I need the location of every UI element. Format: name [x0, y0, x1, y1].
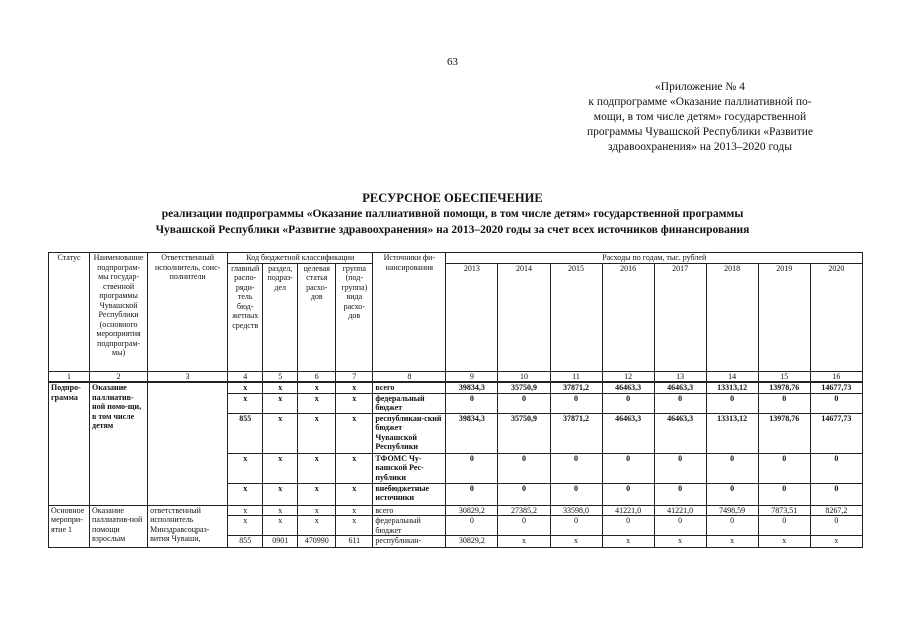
header-year: 2019 — [758, 263, 810, 371]
cell-value: 35750,9 — [498, 382, 550, 393]
cell-value: 13313,12 — [706, 382, 758, 393]
cell-rz: x — [263, 516, 298, 536]
cell-status: Подпро-грамма — [49, 382, 90, 505]
cell-vr: x — [336, 505, 373, 516]
cell-value: 0 — [706, 393, 758, 413]
appendix-note — [545, 80, 855, 155]
cell-value: 0 — [706, 453, 758, 483]
cell-value: 0 — [498, 483, 550, 505]
cell-cs: x — [298, 453, 336, 483]
appendix-line: к подпрограмме «Оказание паллиативной по- — [588, 96, 812, 108]
appendix-line: программы Чувашской Республики «Развитие — [587, 126, 813, 138]
header-year: 2017 — [654, 263, 706, 371]
cell-rz: x — [263, 483, 298, 505]
cell-value: 46463,3 — [602, 382, 654, 393]
cell-value: x — [654, 536, 706, 548]
table-row — [49, 505, 863, 516]
cell-gr: x — [228, 505, 263, 516]
cell-value: 14677,73 — [810, 382, 862, 393]
column-number: 13 — [654, 371, 706, 382]
cell-value: 46463,3 — [654, 413, 706, 453]
cell-value: x — [602, 536, 654, 548]
column-number: 7 — [336, 371, 373, 382]
header-year: 2015 — [550, 263, 602, 371]
cell-gr: x — [228, 382, 263, 393]
cell-gr: 855 — [228, 413, 263, 453]
cell-value: 0 — [550, 453, 602, 483]
cell-source: ТФОМС Чу-вашской Рес-публики — [373, 453, 446, 483]
column-number: 9 — [446, 371, 498, 382]
cell-value: 33598,0 — [550, 505, 602, 516]
cell-value: 0 — [602, 516, 654, 536]
cell-cs: 470990 — [298, 536, 336, 548]
cell-cs: x — [298, 382, 336, 393]
cell-value: 14677,73 — [810, 413, 862, 453]
cell-value: 7498,59 — [706, 505, 758, 516]
appendix-line: здравоохранения» на 2013–2020 годы — [608, 141, 792, 153]
resource-table — [48, 252, 863, 548]
header-year: 2014 — [498, 263, 550, 371]
header-rz: раздел, подраз-дел — [263, 263, 298, 371]
cell-value: 35750,9 — [498, 413, 550, 453]
page-number: 63 — [447, 56, 458, 68]
document-title — [0, 190, 905, 238]
cell-gr: x — [228, 393, 263, 413]
cell-executor: ответственный исполнитель Минздравсоцраз-вития Чуваши, — [148, 505, 228, 548]
cell-value: 8267,2 — [810, 505, 862, 516]
header-budget-code: Код бюджетной классификации — [228, 253, 373, 264]
header-cs: целевая статья расхо-дов — [298, 263, 336, 371]
header-gr: главный распо-ряди-тель бюд-жетных средств — [228, 263, 263, 371]
cell-value: 0 — [654, 393, 706, 413]
cell-rz: x — [263, 413, 298, 453]
cell-rz: x — [263, 505, 298, 516]
header-year: 2013 — [446, 263, 498, 371]
cell-value: 0 — [446, 453, 498, 483]
header-name: Наименование подпрограм-мы государ-ственной программы Чувашской Республики (основного мероприятия подпрограм-мы) — [90, 253, 148, 372]
cell-cs: x — [298, 505, 336, 516]
cell-value: x — [810, 536, 862, 548]
cell-vr: x — [336, 516, 373, 536]
cell-value: 0 — [446, 393, 498, 413]
header-row — [49, 253, 863, 264]
header-year: 2016 — [602, 263, 654, 371]
cell-value: 0 — [758, 393, 810, 413]
header-year: 2018 — [706, 263, 758, 371]
cell-value: 39834,3 — [446, 382, 498, 393]
cell-cs: x — [298, 413, 336, 453]
cell-source: всего — [373, 382, 446, 393]
cell-value: 0 — [602, 453, 654, 483]
cell-rz: x — [263, 382, 298, 393]
appendix-line: «Приложение № 4 — [655, 81, 745, 93]
cell-value: 0 — [550, 483, 602, 505]
column-number: 1 — [49, 371, 90, 382]
cell-vr: x — [336, 453, 373, 483]
cell-value: 13313,12 — [706, 413, 758, 453]
cell-value: 0 — [498, 393, 550, 413]
cell-value: 0 — [602, 483, 654, 505]
cell-name: Оказание паллиатив-ной помо-щи, в том числе детям — [90, 382, 148, 505]
header-year: 2020 — [810, 263, 862, 371]
table-row — [49, 382, 863, 393]
column-number: 5 — [263, 371, 298, 382]
header-status: Статус — [49, 253, 90, 372]
header-expenses: Расходы по годам, тыс. рублей — [446, 253, 863, 264]
cell-status: Основное меропри-ятие 1 — [49, 505, 90, 548]
cell-value: 0 — [810, 516, 862, 536]
cell-value: 0 — [654, 516, 706, 536]
cell-value: 46463,3 — [602, 413, 654, 453]
cell-value: 0 — [446, 516, 498, 536]
cell-value: 0 — [550, 516, 602, 536]
cell-value: 0 — [706, 483, 758, 505]
cell-value: 0 — [654, 453, 706, 483]
cell-value: 0 — [654, 483, 706, 505]
cell-value: 0 — [810, 483, 862, 505]
cell-value: x — [550, 536, 602, 548]
cell-source: внебюджетные источники — [373, 483, 446, 505]
cell-value: 0 — [706, 516, 758, 536]
cell-cs: x — [298, 516, 336, 536]
header-vr: группа (под-группа) вида расхо-дов — [336, 263, 373, 371]
cell-gr: 855 — [228, 536, 263, 548]
cell-value: 41221,0 — [602, 505, 654, 516]
cell-value: 7873,51 — [758, 505, 810, 516]
header-executor: Ответственный исполнитель, соис-полнители — [148, 253, 228, 372]
cell-executor — [148, 382, 228, 505]
column-number: 6 — [298, 371, 336, 382]
cell-gr: x — [228, 483, 263, 505]
cell-value: 0 — [602, 393, 654, 413]
cell-rz: 0901 — [263, 536, 298, 548]
column-number: 8 — [373, 371, 446, 382]
cell-gr: x — [228, 453, 263, 483]
cell-value: 0 — [810, 453, 862, 483]
cell-value: 0 — [550, 393, 602, 413]
cell-value: 0 — [446, 483, 498, 505]
cell-value: x — [758, 536, 810, 548]
cell-value: 0 — [498, 453, 550, 483]
column-number: 4 — [228, 371, 263, 382]
title-heading: РЕСУРСНОЕ ОБЕСПЕЧЕНИЕ — [362, 191, 543, 205]
cell-value: 37871,2 — [550, 413, 602, 453]
cell-value: 39834,3 — [446, 413, 498, 453]
cell-value: 0 — [758, 516, 810, 536]
cell-vr: x — [336, 483, 373, 505]
subprogram-block — [49, 382, 863, 505]
cell-source: республикан-ский бюджет Чувашской Республики — [373, 413, 446, 453]
column-number: 10 — [498, 371, 550, 382]
cell-value: 41221,0 — [654, 505, 706, 516]
title-subheading: Чувашской Республики «Развитие здравоохранения» на 2013–2020 годы за счет всех источников финансирования — [155, 224, 750, 236]
cell-value: 30829,2 — [446, 536, 498, 548]
title-subheading: реализации подпрограммы «Оказание паллиативной помощи, в том числе детям» государственной программы — [161, 208, 744, 220]
column-number: 3 — [148, 371, 228, 382]
cell-value: 0 — [758, 483, 810, 505]
cell-vr: 611 — [336, 536, 373, 548]
appendix-line: мощи, в том числе детям» государственной — [593, 111, 807, 123]
cell-rz: x — [263, 393, 298, 413]
cell-value: 30829,2 — [446, 505, 498, 516]
cell-value: 0 — [498, 516, 550, 536]
cell-source: республикан- — [373, 536, 446, 548]
cell-value: 13978,76 — [758, 382, 810, 393]
cell-source: всего — [373, 505, 446, 516]
main-activity-block — [49, 505, 863, 548]
column-number: 15 — [758, 371, 810, 382]
cell-value: 46463,3 — [654, 382, 706, 393]
cell-vr: x — [336, 413, 373, 453]
cell-value: x — [498, 536, 550, 548]
cell-source: федеральный бюджет — [373, 516, 446, 536]
cell-vr: x — [336, 393, 373, 413]
cell-cs: x — [298, 483, 336, 505]
cell-vr: x — [336, 382, 373, 393]
header-sources: Источники фи-нансирования — [373, 253, 446, 372]
cell-value: 27385,2 — [498, 505, 550, 516]
column-number: 16 — [810, 371, 862, 382]
cell-value: 37871,2 — [550, 382, 602, 393]
column-number: 2 — [90, 371, 148, 382]
column-number: 11 — [550, 371, 602, 382]
column-number: 12 — [602, 371, 654, 382]
cell-rz: x — [263, 453, 298, 483]
column-number: 14 — [706, 371, 758, 382]
cell-name: Оказание паллиатив-ной помощи взрослым — [90, 505, 148, 548]
cell-cs: x — [298, 393, 336, 413]
cell-gr: x — [228, 516, 263, 536]
column-number-row — [49, 371, 863, 382]
cell-value: 13978,76 — [758, 413, 810, 453]
cell-value: 0 — [758, 453, 810, 483]
cell-value: x — [706, 536, 758, 548]
cell-source: федеральный бюджет — [373, 393, 446, 413]
resource-table-container — [48, 252, 863, 548]
cell-value: 0 — [810, 393, 862, 413]
